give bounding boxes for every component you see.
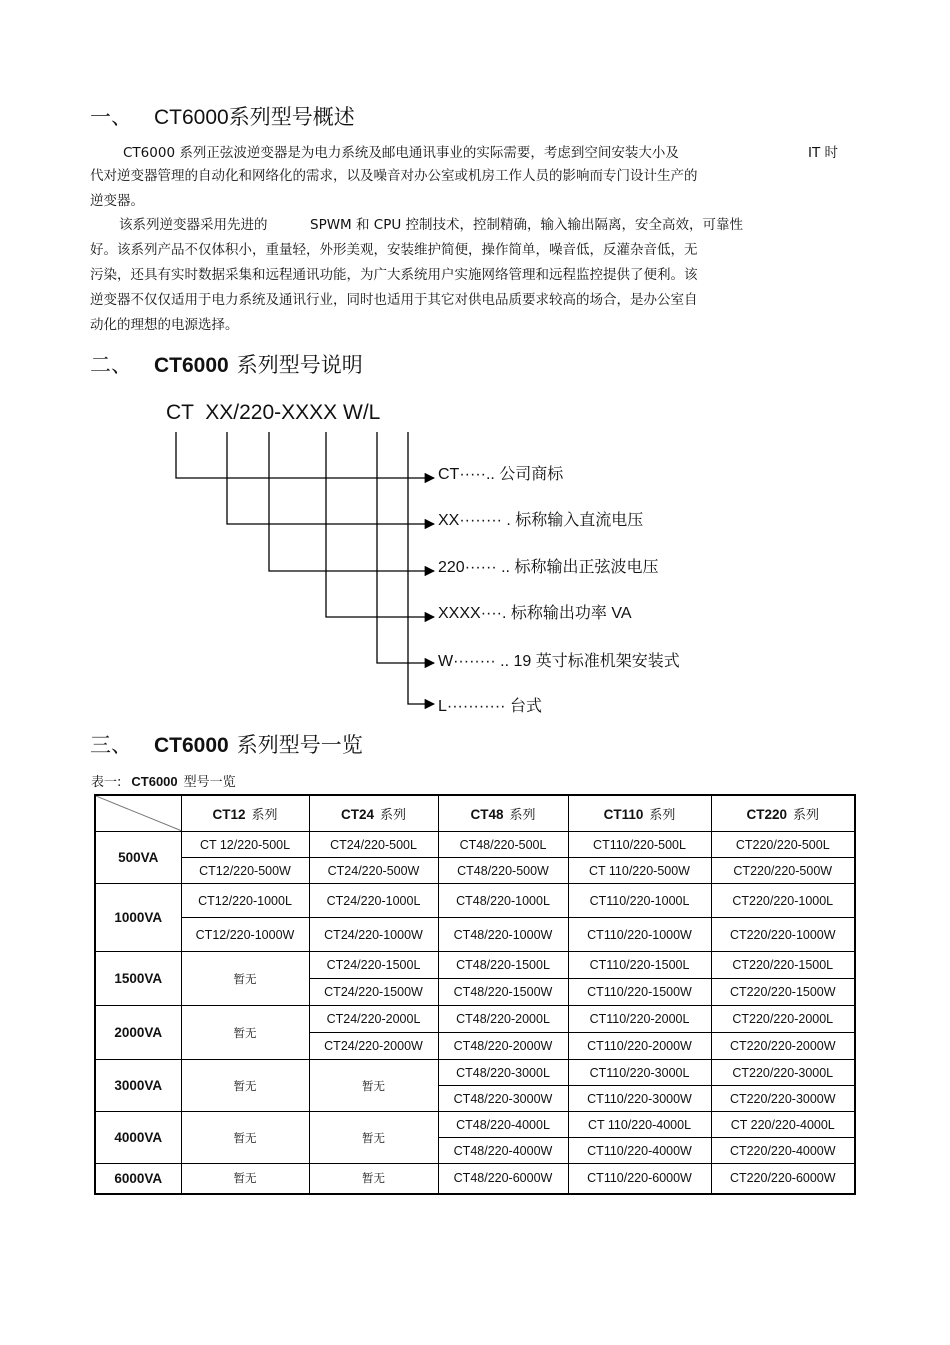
- paragraph-2-line-5: 动化的理想的电源选择。: [90, 317, 239, 333]
- section3-number: 三、: [90, 733, 132, 757]
- bracket-220: [269, 432, 434, 571]
- model-cell: CT48/220-2000L: [438, 1006, 568, 1033]
- header-ct12: CT12 系列: [181, 795, 309, 832]
- none-cell: 暂无: [309, 1060, 438, 1112]
- header-ct48: CT48 系列: [438, 795, 568, 832]
- model-cell: CT220/220-1500W: [711, 979, 855, 1006]
- model-cell: CT48/220-3000W: [438, 1086, 568, 1112]
- section1-number: 一、: [90, 105, 132, 129]
- table-row: [95, 884, 855, 918]
- model-cell: CT110/220-2000W: [568, 1033, 711, 1060]
- model-table: [94, 794, 856, 1195]
- model-code: CT XX/220-XXXX W/L: [166, 401, 381, 424]
- none-cell: 暂无: [309, 1164, 438, 1194]
- model-cell: CT220/220-500W: [711, 858, 855, 884]
- table-row: [95, 858, 855, 884]
- model-cell: CT48/220-4000W: [438, 1138, 568, 1164]
- model-cell: CT220/220-2000W: [711, 1033, 855, 1060]
- model-cell: CT110/220-500L: [568, 832, 711, 858]
- capacity-cell: 6000VA: [95, 1164, 181, 1194]
- model-cell: CT24/220-1000L: [309, 884, 438, 918]
- caption-rest: 型号一览: [183, 775, 236, 790]
- model-cell: CT24/220-1000W: [309, 918, 438, 952]
- corner-cell: [95, 795, 181, 832]
- section2-title-bold: CT6000: [154, 354, 229, 377]
- model-cell: CT12/220-500W: [181, 858, 309, 884]
- none-cell: 暂无: [181, 1006, 309, 1060]
- model-cell: CT220/220-1000L: [711, 884, 855, 918]
- legend-220: 220······ .. 标称输出正弦波电压: [438, 559, 659, 576]
- model-cell: CT 110/220-500W: [568, 858, 711, 884]
- model-cell: CT12/220-1000L: [181, 884, 309, 918]
- capacity-cell: 2000VA: [95, 1006, 181, 1060]
- table-row: [95, 1006, 855, 1033]
- model-cell: CT110/220-3000L: [568, 1060, 711, 1086]
- model-cell: CT48/220-500L: [438, 832, 568, 858]
- model-cell: CT24/220-1500W: [309, 979, 438, 1006]
- model-cell: CT48/220-2000W: [438, 1033, 568, 1060]
- table-caption: [91, 771, 236, 790]
- legend-l: L··········· 台式: [438, 698, 542, 715]
- model-cell: CT110/220-1500L: [568, 952, 711, 979]
- section1-title: CT6000系列型号概述: [154, 106, 355, 129]
- capacity-cell: 1500VA: [95, 952, 181, 1006]
- section3-title-bold: CT6000: [154, 734, 229, 757]
- header-ct220: CT220 系列: [711, 795, 855, 832]
- model-cell: CT220/220-6000W: [711, 1164, 855, 1194]
- model-cell: CT 12/220-500L: [181, 832, 309, 858]
- section2-number: 二、: [90, 353, 132, 377]
- model-cell: CT220/220-4000W: [711, 1138, 855, 1164]
- none-cell: 暂无: [181, 1112, 309, 1164]
- table-row: [95, 1112, 855, 1138]
- bracket-ct: [176, 432, 434, 478]
- table-row: [95, 1164, 855, 1194]
- caption-bold: CT6000: [131, 774, 178, 789]
- table-row: [95, 952, 855, 979]
- table-row: [95, 918, 855, 952]
- legend-xxxx: XXXX····. 标称输出功率 VA: [438, 605, 632, 622]
- paragraph-1-line-1-tail: IT 时: [808, 145, 839, 161]
- model-cell: CT110/220-6000W: [568, 1164, 711, 1194]
- capacity-cell: 1000VA: [95, 884, 181, 952]
- caption-prefix: 表一:: [91, 775, 122, 790]
- model-cell: CT110/220-1500W: [568, 979, 711, 1006]
- model-cell: CT 220/220-4000L: [711, 1112, 855, 1138]
- table-row: [95, 1060, 855, 1086]
- model-cell: CT24/220-2000W: [309, 1033, 438, 1060]
- model-cell: CT110/220-1000L: [568, 884, 711, 918]
- model-cell: CT110/220-4000W: [568, 1138, 711, 1164]
- paragraph-2-line-1a: 该系列逆变器采用先进的: [119, 217, 268, 233]
- section2-title-rest: 系列型号说明: [236, 353, 363, 377]
- capacity-cell: 3000VA: [95, 1060, 181, 1112]
- model-cell: CT220/220-3000W: [711, 1086, 855, 1112]
- legend-xx: XX········ . 标称输入直流电压: [438, 512, 644, 529]
- none-cell: 暂无: [181, 952, 309, 1006]
- legend-ct: CT·····.. 公司商标: [438, 466, 564, 483]
- model-cell: CT24/220-500L: [309, 832, 438, 858]
- model-cell: CT220/220-1000W: [711, 918, 855, 952]
- none-cell: 暂无: [309, 1112, 438, 1164]
- model-cell: CT 110/220-4000L: [568, 1112, 711, 1138]
- model-cell: CT110/220-2000L: [568, 1006, 711, 1033]
- model-cell: CT220/220-3000L: [711, 1060, 855, 1086]
- model-cell: CT48/220-1500W: [438, 979, 568, 1006]
- diagonal-line: [96, 796, 181, 831]
- none-cell: 暂无: [181, 1164, 309, 1194]
- model-cell: CT220/220-1500L: [711, 952, 855, 979]
- model-cell: CT24/220-2000L: [309, 1006, 438, 1033]
- paragraph-2-line-4: 逆变器不仅仅适用于电力系统及通讯行业，同时也适用于其它对供电品质要求较高的场合，是办公室自: [90, 292, 698, 308]
- model-cell: CT220/220-500L: [711, 832, 855, 858]
- paragraph-1-line-2: 代对逆变器管理的自动化和网络化的需求，以及噪音对办公室或机房工作人员的影响而专门设计生产的: [90, 168, 698, 184]
- section3-heading: [90, 729, 363, 759]
- model-cell: CT220/220-2000L: [711, 1006, 855, 1033]
- model-cell: CT12/220-1000W: [181, 918, 309, 952]
- model-cell: CT48/220-500W: [438, 858, 568, 884]
- table-header-row: [95, 795, 855, 832]
- table-row: [95, 832, 855, 858]
- model-cell: CT110/220-3000W: [568, 1086, 711, 1112]
- capacity-cell: 4000VA: [95, 1112, 181, 1164]
- model-cell: CT24/220-1500L: [309, 952, 438, 979]
- model-cell: CT24/220-500W: [309, 858, 438, 884]
- model-cell: CT48/220-6000W: [438, 1164, 568, 1194]
- model-cell: CT110/220-1000W: [568, 918, 711, 952]
- paragraph-1-line-3: 逆变器。: [90, 193, 144, 209]
- section3-title-rest: 系列型号一览: [236, 733, 363, 757]
- paragraph-2-line-3: 污染，还具有实时数据采集和远程通讯功能，为广大系统用户实施网络管理和远程监控提供了便利。该: [90, 267, 698, 283]
- bracket-w: [377, 432, 434, 663]
- legend-w: W········ .. 19 英寸标准机架安装式: [438, 653, 680, 670]
- model-cell: CT48/220-4000L: [438, 1112, 568, 1138]
- model-cell: CT48/220-3000L: [438, 1060, 568, 1086]
- paragraph-2-line-1b: SPWM 和 CPU 控制技术，控制精确，输入输出隔离，安全高效，可靠性: [310, 217, 744, 233]
- none-cell: 暂无: [181, 1060, 309, 1112]
- paragraph-1-line-1: CT6000 系列正弦波逆变器是为电力系统及邮电通讯事业的实际需要，考虑到空间安装大小及: [123, 145, 679, 161]
- model-cell: CT48/220-1000W: [438, 918, 568, 952]
- model-cell: CT48/220-1500L: [438, 952, 568, 979]
- header-ct110: CT110 系列: [568, 795, 711, 832]
- header-ct24: CT24 系列: [309, 795, 438, 832]
- model-cell: CT48/220-1000L: [438, 884, 568, 918]
- capacity-cell: 500VA: [95, 832, 181, 884]
- paragraph-2-line-2: 好。该系列产品不仅体积小，重量轻，外形美观，安装维护简便，操作简单，噪音低，反灌杂音低，无: [90, 242, 698, 258]
